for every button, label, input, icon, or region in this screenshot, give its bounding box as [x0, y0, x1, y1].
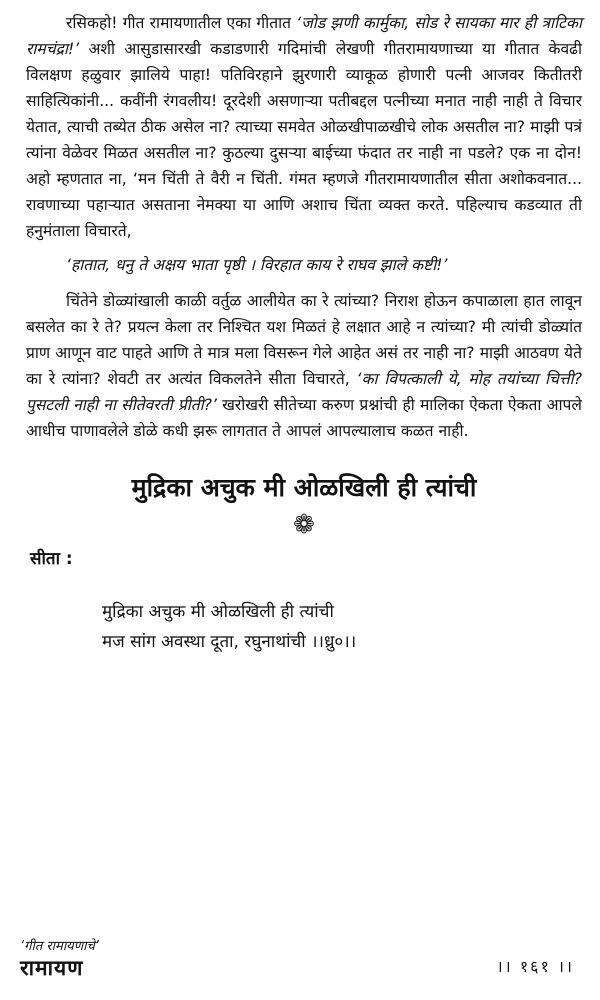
page-number: ।। १६१ ।। [496, 957, 574, 976]
speaker-label: सीता : [30, 549, 73, 569]
verse-line-1: मुद्रिका अचुक मी ओळखिली ही त्यांची [102, 602, 334, 622]
second-paragraph-quote: ‘का विपत्काली ये, मोह तयांच्या चित्ती? पुसटली नाही ना सीतेवरती प्रीती?’ [26, 370, 582, 414]
second-paragraph [26, 288, 582, 444]
intro-rest: अशी आसुडासारखी कडाडणारी गदिमांची लेखणी गीतरामायणाच्या या गीतात केवढी विलक्षण हळुवार झालिये पाहा! पतिविरहाने झुरणारी व्याकूळ होणारी पत्नी आजवर कितीतरी साहित्यिकांनी... कवींनी रंगवलीय! दूरदेशी असणाऱ्या पतीबद्दल पत्नीच्या मनात नाही नाही ते विचार येतात, त्याची तब्येत ठीक असेल ना? त्याच्या समवेत ओळखीपाळखीचे लोक असतील ना? माझी पत्रं त्यांना वेळेवर मिळत असतील ना? कुठल्या दुसऱ्या बाईच्या फंदात तर नाही ना पडले? एक ना दोन! अहो म्हणतात ना, ‘मन चिंती ते वैरी न चिंती. गंमत म्हणजे गीतरामायणातील सीता अशोकवनात... रावणाच्या पहाऱ्यात असताना नेमक्या या आणि अशाच चिंता व्यक्त करते. पहिल्याच कडव्यात ती हनुमंताला विचारते, [26, 40, 582, 240]
song-title: मुद्रिका अचुक मी ओळखिली ही त्यांची [131, 473, 477, 502]
book-name-label: रामायण [20, 956, 84, 980]
verse-block [26, 597, 582, 657]
book-series-label: ‘गीत रामायणाचे’ [20, 939, 99, 954]
intro-paragraph [26, 10, 582, 244]
flower-ornament-icon: ❁ [293, 510, 315, 540]
intro-lead: रसिकहो! गीत रामायणातील एका गीतात [66, 14, 297, 32]
second-paragraph-rest: खरोखरी सीतेच्या करुण प्रश्नांची ही मालिका ऐकता ऐकता आपले आधीच पाणावलेले डोळे कधी झरू लागतात ते आपलं आपल्यालाच कळत नाही. [26, 396, 582, 440]
second-paragraph-text: चिंतेने डोळ्यांखाली काळी वर्तुळ आलीयेत का रे त्यांच्या? निराश होऊन कपाळाला हात लावून बसलेत का रे ते? प्रयत्न केला तर निश्चित यश मिळतं हे लक्षात आहे न त्यांच्या? मी त्यांची डोळ्यांत प्राण आणून वाट पाहते आणि ते मात्र मला विसरून गेले आहेत असं तर नाही ना? माझी आठवण येते का रे त्यांना? शेवटी तर अत्यंत विकलतेने सीता विचारते, [26, 292, 582, 388]
intro-quote: ‘जोड झणी कार्मुका, सोड रे सायका मार ही त्राटिका रामचंद्रा!’ [26, 14, 583, 58]
verse-line-2: मज सांग अवस्था दूता, रघुनाथांची ।।ध्रु०।। [102, 632, 357, 652]
block-quote: ‘हातात, धनु ते अक्षय भाता पृष्ठी । विरहात काय रे राघव झाले कष्टी!’ [66, 256, 448, 274]
page-body [26, 10, 582, 657]
footer-book-title [20, 936, 99, 982]
